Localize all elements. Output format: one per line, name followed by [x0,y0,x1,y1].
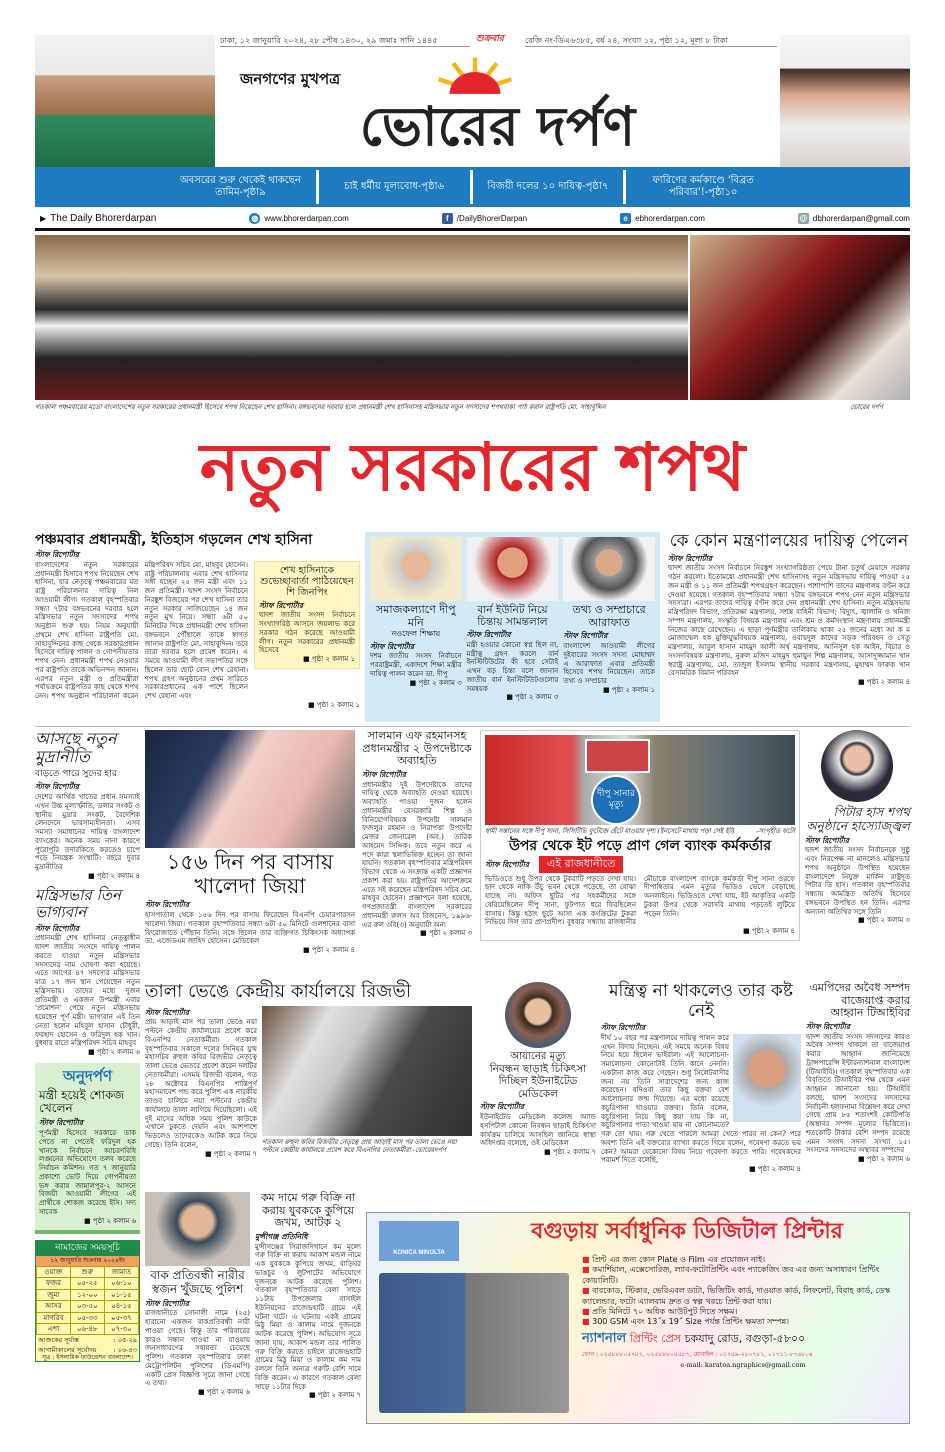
article-body: রাজধানীতে সোনালী নামে (২৫) হারানো একজন বাকপ্রতিবন্ধী নারী পাওয়া গেছে। কিন্তু তার পরিবারের কারও সন্ধান পাওয়া না যাওয়ায় জনসাধারণের সহায়তা চেয়েছে পুলিশ। গতকাল বৃহস্পতিবার ঢাকা মেট্রোপলিটন পুলিশের (ডিএমপি) একটি প্রেস বিজ্ঞপ্তি সূত্রে জানা গেছে এ তথ্য। [145,1309,250,1388]
byline: স্টাফ রিপোর্টার [480,1102,525,1112]
subheadline: নওফেল শিক্ষায় [391,629,441,639]
byline: স্টাফ রিপোর্টার [145,900,190,910]
brand-link[interactable] [40,213,156,224]
lead-photo-caption: গতকাল পঞ্চমবারের মতো বাংলাদেশের নতুন সরকারের প্রধানমন্ত্রী হিসেবে শপথ নিয়েছেন শেখ হাসিনা। বঙ্গভবনের দরবার হলে প্রধানমন্ত্রী শেখ হাসিনাসহ মন্ত্রিসভার নতুন সদস্যদের শপথবাক্য পাঠ করান রাষ্ট্রপতি মো. সাহাবুদ্দিন [35,403,606,411]
email-link[interactable] [798,213,910,224]
article-brick-death [480,730,800,941]
headline[interactable]: মন্ত্রিসভার তিন ভাগ্যবান [35,886,121,922]
ad-features [582,1255,904,1328]
printer-image [379,1273,569,1413]
anudarpan-logo: অনুদর্পণ [62,1067,113,1086]
headline[interactable]: তথ্য ও সম্প্রচারে আরাফাত [572,603,646,629]
main-headline: নতুন সরকারের শপথ [199,429,746,506]
woman-photo [145,1192,250,1266]
start-time: ০৬-৪৮ [70,1324,104,1335]
col-header: ওয়াক্ত [37,1267,71,1278]
globe-icon: ◍ [249,213,260,224]
jamat-time: ০৭-৩০ [104,1324,138,1335]
byline: স্টাফ রিপোর্টার [806,1021,851,1031]
jump-link[interactable]: ■ পৃষ্ঠা ২ কলাম ৬ [84,1216,136,1225]
website-label: www.bhorerdarpan.com [264,213,349,223]
newspaper-title: ভোরের দর্পণ [359,95,636,158]
prayer-row [37,1278,139,1289]
byline: স্টাফ রিপোর্টার [563,631,608,641]
article-body: দ্বাদশ জাতীয় সংসদ নির্বাচনকে সুষ্ঠু এবং নিরপেক্ষ না মানলেও মন্ত্রিসভার শপথ অনুষ্ঠানে উপস্থিত হয়েছেন বাংলাদেশে নিযুক্ত মার্কিন রাষ্ট্রদূত পিটার ডি হাস। গতকাল বৃহস্পতিবার সন্ধ্যায় আমন্ত্রিত অতিথি হিসেবে বঙ্গভবনে উপস্থিত হন তিনি। এরপর অন্যান্য অতিথির সঙ্গে তিনি [805,846,910,916]
dipu-moni-photo [370,537,462,601]
prayer-title: নামাজের সময়সূচি [36,1241,139,1257]
arafat-photo [563,537,655,601]
byline: স্টাফ রিপোর্টার [39,1118,84,1128]
article-cow [255,1192,361,1401]
sun-logo-icon [425,56,525,96]
start-time: ০৫-৩৩ [70,1312,104,1323]
prayer-date: ১২ জানুয়ারি শুক্রবার ২০২৪ইং [36,1256,139,1266]
byline: স্টাফ রিপোর্টার [466,630,511,640]
article-samanta-lal [467,537,559,702]
feature-item: ■ প্রিন্ট এর জন্য কোন Plate ও Film এর প্রয়োজন নাই। [582,1255,766,1264]
prayer-name: আসর [37,1301,71,1312]
inset-brick-photo [585,739,650,773]
article-salman [362,730,472,939]
article-body: দশম জাতীয় সংসদ নির্বাচনে পররাষ্ট্রমন্ত্রী, একাদশে শিক্ষা মন্ত্রীর দায়িত্ব পালন করেন ডা. দীপু [370,652,462,678]
jump-link[interactable]: ■ পৃষ্ঠা ২ কলাম ৩ [409,678,462,687]
jump-link[interactable]: ■ পৃষ্ঠা ২ কলাম ৪ [303,946,355,955]
cricketer-photo [35,35,215,167]
ad-title: বগুড়ায় সর্বাধুনিক ডিজিটাল প্রিন্টার [531,1219,843,1244]
byline: মুন্সীগঞ্জ প্রতিনিধি [255,1231,308,1241]
byline: স্টাফ রিপোর্টার [145,1298,190,1308]
article-lucky-three [35,887,140,1057]
brand-name: KONICA MINOLTA [393,1250,445,1256]
byline: স্টাফ রিপোর্টার [259,600,304,610]
links-bar [40,210,910,226]
sunrise-label: আগামীকালের সূর্যোদয় [38,1345,97,1354]
facebook-link[interactable] [442,213,527,224]
epaper-link[interactable] [620,213,705,224]
headline[interactable]: সমাজকল্যাণে দীপু মনি [376,603,456,629]
minister-photo [733,1034,801,1122]
company-address: চকযাদু রোড, বগুড়া-৫৮০০ [684,1331,806,1345]
article-body: বাংলাদেশ আওয়ামী লীগের দুইবারের সংসদ সদস্য মোহাম্মদ এ আরাফাত এবার প্রতিমন্ত্রী হিসেবে শপথ নিয়েছেন। তাকে তথ্য ও সম্প্রচার [563,642,655,686]
headline[interactable]: তালা ভেঙে কেন্দ্রীয় কার্যালয়ে রিজভী [145,981,411,1002]
jump-link[interactable]: ■ পৃষ্ঠা ২ কলাম ৪ [743,927,795,936]
dipu-sana-family-photo [485,735,795,825]
feature-item: ■ কমার্শিয়াল, এক্সেসোরিজ, ল্যাব-ফটোপ্রিন্টিং এবং প্যাকেজিং জব এর জন্য অসাধারণ প্রিন্টিং কোয়ালিটি। [582,1265,880,1285]
jump-link[interactable]: ■ পৃষ্ঠা ২ কলাম ৪ [858,678,910,687]
feature-item: ■ প্রতি মিনিটে ৭০ অধিক আউটপুট দিতে সক্ষম। [582,1306,738,1316]
article-body: দ্বাদশ জাতীয় সংসদ নির্বাচনে সংখ্যাগরিষ্ঠ আসনে জয়লাভ করে সরকার গঠন করেছে আওয়ামী লীগ। নতুন সরকারের প্রধানমন্ত্রী হিসেবে [259,611,355,655]
article-mute-woman [145,1192,250,1397]
epaper-label: ebhorerdarpan.com [635,213,705,223]
article-arafat [563,537,655,695]
peter-haas-photo [821,730,893,802]
prayer-row [37,1312,139,1323]
article-ministry-allocation [668,532,910,687]
dipu-sana-badge: দীপু সানার মৃত্যু [591,775,641,825]
registration-line: রেজি নং-ডিএ৬৩৮৫, বর্ষ ২৪, সংখ্যা ১২, পৃষ্ঠা ১২, মূল্য ৮ টাকা [525,36,777,47]
article-body: বাংলাদেশের নতুন সরকারের প্রধানমন্ত্রী হিসাবে শপথ নিয়েছেন শেখ হাসিনা, যার নেতৃত্বে পঞ্চমবারের মত রাষ্ট্র পরিচালনার দায়িত্ব নিল আওয়ামী লীগ। গতকাল বৃহস্পতিবার সন্ধ্যা ৭টার বঙ্গভবনের দরবার হলে মন্ত্রিসভার নতুন সদস্যদের শপথ অনুষ্ঠান শুরু হয়। নিয়ম অনুযায়ী প্রথমে শেখ হাসিনা রাষ্ট্রপতি মো. সাহাবুদ্দিনের কাছ থেকে সরকারপ্রধান হিসেবে দায়িত্ব পালন ও গোপনীয়তার শপথ নেন। প্রধানমন্ত্রী শপথ নেওয়ার পর রাষ্ট্রপতি তাকে অভিনন্দন জানান। এরপর নতুন মন্ত্রী ও প্রতিমন্ত্রীরা পর্যায়ক্রমে রাষ্ট্রপতির কাছ থেকে শপথ নেন। শপথ অনুষ্ঠান পরিচালনা করেন মন্ত্রিপরিষদ সচিব মো. মাহবুব হোসেন। রাষ্ট্র পরিচালনায় এবার শেখ হাসিনার সঙ্গী হচ্ছেন ২৫ জন মন্ত্রী এবং ১১ জন প্রতিমন্ত্রী। দ্বাদশ সংসদ নির্বাচনে নিরঙ্কুশ বিজয়ের পর শেখ হাসিনা তার নতুন সরকার সাজিয়েছেন ১৪ জন নতুন মুখ নিয়ে। সন্ধ্যা ৬টা ৫০ মিনিটের দিকে প্রধানমন্ত্রী শেখ হাসিনা বঙ্গভবনে পৌঁছালে তাকে স্বাগত জানান রাষ্ট্রপতি মো. সাহাবুদ্দিন। তবে তারা দরবার হলে প্রবেশ করেন। এ সময়ে আওয়ামী লীগ সভাপতির সঙ্গে ছিলেন তার ছোট বোন শেখ রেহানা। শপথ গ্রহণ অনুষ্ঠানের প্রথম সারিতে সরকারপ্রধানের এক পাশে ছিলেন শেখ রেহানা এবং [35,560,248,701]
email-icon: @ [799,213,808,223]
sunset-label: আজকের সূর্যাস্ত [38,1336,79,1345]
jump-link[interactable]: ■ পৃষ্ঠা ২ কলাম ৪ [749,1165,801,1174]
article-peter-haas [805,730,910,925]
jump-link[interactable]: ■ পৃষ্ঠা ২ কলাম ৩ [420,929,472,938]
prayer-name: এশা [37,1324,71,1335]
feature-item: ■ বারকোড, স্টিকার, ভেরিএবল ডাটা, ভিজিটিং কার্ড, দাওয়াত কার্ড, লিফলেট, বিবাহ কার্ড, ডেস্ক ক্যালেন্ডার, ফটো এ্যালবাম দ্রুত ও স্বল্প খরচে প্রিন্ট করা যায়। [582,1286,891,1306]
president-oath-photo [690,235,910,400]
sunset-time: : ০৫-২৯ [113,1336,137,1345]
weekday: শুক্রবার [476,34,504,44]
jump-link[interactable]: ■ পৃষ্ঠা ২ কলাম ৬ [198,1388,250,1397]
photo-credit: ভোরের দর্পণ [850,403,883,411]
article-tib [806,982,910,1164]
article-dipu-moni [370,537,462,688]
subheadline: নিবন্ধন ছাড়াই চিকিৎসা দিচ্ছিল ইউনাইটেড মেডিকেল [489,1062,587,1100]
jump-link[interactable]: ■ পৃষ্ঠা ২ কলাম ৪ [88,871,140,880]
start-time: ০৩-৫০ [70,1301,104,1312]
byline: স্টাফ রিপোর্টার [805,835,850,845]
ayan-photo [505,982,571,1048]
jump-link[interactable]: ■ পৃষ্ঠা ২ কলাম ৭ [309,1391,361,1400]
tagline: জনগণের মুখপত্র [240,70,341,88]
headline[interactable]: বার্ন ইউনিট নিয়ে চিন্তায় সামন্তলাল [477,604,548,629]
prayer-times-box [35,1240,140,1363]
headline[interactable]: আয়ানের মৃত্যু [510,1051,566,1062]
headline[interactable]: পিটার হাস শপথ অনুষ্ঠানে হাস্যোজ্জ্বল [806,805,910,833]
left-column [35,730,140,1362]
teaser-link[interactable]: অবসরের শুরু থেকেই থাকছেন তামিম-পৃষ্ঠা৯ [165,170,319,204]
jamat-time: ০৪-১৫ [104,1301,138,1312]
byline: স্টাফ রিপোর্টার [485,859,530,869]
byline: স্টাফ রিপোর্টার [362,769,407,779]
article-body: মন্ত্রী হওয়ার কোনো স্বপ্ন ছিল না, মন্ত্রীত্ব গ্রহণ করলে বার্ন ইনস্টিটিউটের কী হবে সেটাই এখন বড় চিন্তা বলে জানান জাতীয় বার্ন ইনস্টিটিউটগুলোর সমন্বয়ক [466,640,559,693]
teaser-link[interactable]: ফারিণের কর্মকাণ্ডে 'বিব্রত পরিবার'!-পৃষ্ঠা১০ [652,174,754,198]
jump-link[interactable]: ■ পৃষ্ঠা ২ কলাম ১ [308,700,360,709]
article-hasina [35,532,360,710]
ministers-box [365,532,660,722]
headline[interactable]: পঞ্চমবার প্রধানমন্ত্রী, ইতিহাস গড়লেন শেখ হাসিনা [35,532,313,548]
photo-credit: -সংগৃহীত ফটো [756,827,795,835]
actress-photo [780,35,910,167]
ad-email: e-mail: karatoa.ngraphics@gmail.com [680,1361,806,1370]
byline: স্টাফ রিপোর্টার [35,550,80,560]
konica-minolta-logo [379,1221,459,1261]
headline[interactable]: মন্ত্রী হয়েই শোকজ খেলেন [39,1087,125,1116]
article-body: প্রায় আড়াই মাস পর তালা ভেঙে নয়া পল্টনে কেন্দ্রীয় কার্যালয়ের প্রবেশ করে বিএনপির নেতাকর্মীরা। গতকাল বৃহস্পতিবার সকালে দলের সিনিয়র যুগ্ম মহাসচিব রুহুল কবির রিজভীর নেতৃত্বে তালা ভেঙে ভেতরে প্রবেশ করেন দলটির নেতাকর্মীরা। এসময় রিজভী বলেন, গত ২৮ অক্টোবর বিএনপির শান্তিপূর্ণ মহাসমাবেশ পন্ড করে পুলিশ এক নারকীয় তাণ্ডব চালিয়ে নয়া পল্টনের কেন্দ্রীয় কার্যালয়ে তালা লাগিয়ে দিয়েছিলো। এই দুই মাসের অধিক সময় পুলিশ কাউকে এখানে ঢুকতে দেয়নি এবং আশপাশে ভিড়লেও তাদেরকেও আটক করে নিয়ে গেছে। তিনি বলেন, [145,1018,258,1149]
epaper-icon: e [620,213,631,224]
jump-link[interactable]: ■ পৃষ্ঠা ২ কলাম ৬ [88,1048,140,1057]
article-ayan [480,982,596,1157]
anudarpan-box [35,1063,140,1233]
company-name: ন্যাশনাল [582,1330,627,1346]
facebook-label: /DailyBhorerDarpan [456,213,528,223]
email-label: dbhorerdarpan@gmail.com [812,213,910,223]
byline: স্টাফ রিপোর্টার [145,1007,190,1017]
khaleda-zia-photo [145,730,355,848]
article-body: প্রধানমন্ত্রীর দুই উপদেষ্টাকে তাদের দায়িত্ব থেকে অব্যাহতি দেওয়া হয়েছে। অব্যাহতি পাওয়া দুজন হলেন প্রধানমন্ত্রীর বেসরকারি শিল্প ও বিনিয়োগবিষয়ক উপদেষ্টা সালমান ফজলুর রহমান ও নিরাপত্তা উপদেষ্টা মেজর জেনারেল (অব.) তারিক আহমেদ সিদ্দিক। তবে নতুন করে এ পদে কারা স্থলাভিষিক্ত হচ্ছেন তা জানা যায়নি। গতকাল বৃহস্পতিবার মন্ত্রিপরিষদ বিভাগ থেকে এ সংক্রান্ত একটি প্রজ্ঞাপন প্রকাশ করা হয়। রাষ্ট্রপতির আদেশক্রমে এতে সই করেছেন মন্ত্রিপরিষদ সচিব মো. মাহবুব হোসেন। প্রজ্ঞাপনে বলা হয়েছে, গণপ্রজাতন্ত্রী বাংলাদেশ সরকারের প্রধানমন্ত্রী রুলস অব বিজনেস, ১৯৯৬-এর রুল ৩বি(৩) অনুযায়ী অন্য [362,780,472,929]
prayer-source: সূত্র : ইসলামিক ফাউন্ডেশন বাংলাদেশ। [42,1353,133,1361]
start-time: ১২-০০ [70,1289,104,1300]
ad-phone: ফোন : ০২৫৮৮৮০৫৭৮১, ০২৫৮৮৮০৫৫৮৭, মোবাইল : ০১৭৫৯-২৮০৭৮১, ০১৭১১-৮৭৬৮০৪ [582,1350,813,1358]
teaser-link[interactable]: চাই ধর্মীয় মূল্যবোধ-পৃষ্ঠা৬ [319,170,473,204]
masthead-rule [35,228,910,231]
article-rizvi [145,982,472,1159]
article-body: মুন্সীগঞ্জের সিরাজদিখানে কম মূল্যে গরু বিক্রি না করায় আকাশ মন্ডল নামে এক যুবককে কুপিয়ে জখম, বাড়িঘর ভাঙচুর ও লুটপাটের অভিযোগে দুজনকে আটক করেছে পুলিশ। গতকাল বৃহস্পতিবার বেলা সাড়ে ১১টায় উপজেলার বাসাইল ইউনিয়নের রাজেন্দ্রহাটি গ্রামে এই ঘটনা ঘটে। এ ঘটনায় একই গ্রামের মিঠু মিয়া ও কালাম নামে দুজনকে আটক করেছে পুলিশ। অভিযোগ সূত্রে জানা যায়, আকাশ মন্ডল তার পালিত গরু বিক্রি করতে চাইলে রাজেন্দ্রহাটি গ্রামের মিঠু মিয়া ও কালাম কম দাম বললে তিনি অন্যত্র গরুটি বেশি দামে বিক্রি করেন। এ কারণে গতকাল বেলা সাড়ে ১১টার দিকে [255,1242,361,1391]
headline[interactable]: শেখ হাসিনাকে শুভেচ্ছাবার্তা পাঠিয়েছেন শি জিনপিং [260,564,354,598]
article-monetary-policy [35,730,140,881]
printer-advertisement[interactable] [366,1212,910,1424]
prayer-row [37,1301,139,1312]
article-body: দ্বাদশ জাতীয় সংসদ নির্বাচনে নিরঙ্কুশ সংখ্যাগরিষ্ঠতা পেয়ে টানা চতুর্থ মেয়াদে সরকার গঠন করলো। ইতোমধ্যে প্রধানমন্ত্রী শেখ হাসিনাসহ নতুন মন্ত্রিসভায় দায়িত্ব পাওয়া ২৫ জন মন্ত্রী ও ১১ জন প্রতিমন্ত্রী শপথগ্রহণ করেছেন। পাশাপাশি তাদের মন্ত্রণালয় বণ্টন করে দেওয়া হয়েছে। গতকাল বৃহস্পতিবার সন্ধ্যা ৭টায় বঙ্গভবনে শপথ নেন নতুন মন্ত্রিসভার সদস্যরা। এরপর তাদের দায়িত্ব বণ্টন করে দেন প্রধানমন্ত্রী শেখ হাসিনা। নতুন মন্ত্রিসভায় মন্ত্রিপরিষদ বিভাগ, প্রতিরক্ষা মন্ত্রণালয়, সশস্ত্র বাহিনী বিভাগ; বিদ্যুৎ, জ্বালানি ও খনিজ সম্পদ মন্ত্রণালয়, সংস্কৃতি বিষয়ক মন্ত্রণালয় এবং শ্রম ও কর্মসংস্থান মন্ত্রণালয় প্রধানমন্ত্রী নিজের কাছে রেখেছেন। এ ছাড়া পূর্ণমন্ত্রীর তালিকায় থাকা ২৫ জনের মধ্যে আ ক ম মোজাম্মেল হক মুক্তিযুদ্ধবিষয়ক মন্ত্রণালয়, ওবায়দুল কাদের সড়ক পরিবহন ও সেতু মন্ত্রণালয়, আবুল হাসান মাহমুদ আলী অর্থ মন্ত্রণালয়, আনিসুল হক আইন, বিচার ও সংসদবিষয়ক মন্ত্রণালয়, নুরুল মজিদ মাহমুদ হুমায়ুন শিল্প মন্ত্রণালয়, আসাদুজ্জামান খান স্বরাষ্ট্র মন্ত্রণালয়, মো. তাজুল ইসলাম স্থানীয় সরকার মন্ত্রণালয়, মুহাম্মদ ফারুক খান বেসামরিক বিমান পরিবহন [668,564,910,678]
photo-caption: স্বামী সন্তানের সঙ্গে দীপু সানা, সিসিটিভি ফুটেজে হেঁটে যাওয়ার দৃশ্য (ইনসেটে মাথায় পড়া সেই ইট) [485,827,735,835]
headline[interactable]: মন্ত্রিত্ব না থাকলেও তার কষ্ট নেই [609,981,793,1021]
headline[interactable]: বাক প্রতিবন্ধী নারীর স্বজন খুঁজছে পুলিশ [150,1268,245,1296]
article-body: হাসপাতাল থেকে ১৫৬ দিন পর বাসায় ফিরেছেন বিএনপি চেয়ারপারসন খালেদা জিয়া। গতকাল বৃহস্পতিবার সন্ধ্যা ৬টা ৫০ মিনিটে গুলশানের বাসা ফিরোজাতে পৌঁছান তিনি। সঙ্গে ছিলেন তার ব্যক্তিগত চিকিৎসক অধ্যাপক ডা. এজেডএম জাহিদ হোসেন। মেডিকেল [145,911,355,946]
photo-caption: গতকাল রুহুল কবির রিজভীর নেতৃত্বে প্রায় আড়াই মাস পর তালা ভেঙে নয়া পল্টনে কেন্দ্রীয় কার্যালয়ে প্রবেশ করে বিএনপির নেতাকর্মীরা -ভোরেরদর্পণ [262,1137,457,1154]
samanta-lal-photo [467,537,559,601]
article-body: প্রধানমন্ত্রী শেখ হাসিনার নেতৃত্বাধীন দ্বাদশ জাতীয় সংসদে দায়িত্ব পালন করতে যাওয়া নতুন মন্ত্রিসভার সদস্যদের নাম ঘোষণা করা হয়েছে। এতে আগের ৪৭ সদস্যের মন্ত্রিসভার মাত্র ১৭ জন স্থান পেয়েছেন নতুন মন্ত্রিসভায়। তাদের মধ্যে দুজন প্রতিমন্ত্রী ও একজন উপমন্ত্রী এবার 'প্রমোশন' পেয়ে নতুন মন্ত্রিসভায় হয়েছেন পূর্ণ মন্ত্রী। ভাগ্যবান এই তিন নেতা হলেন মহিবুল হাসান চৌধুরী, ফরহাদ হোসেন ও ফরিদুল হক খান। বুধবার রাতে মন্ত্রিপরিষদ সচিব মাহবুব [35,934,140,1048]
article-body: ইউনাইটেড মেডিকেল কলেজ অ্যান্ড হসপিটাল কোনো নিবন্ধন ছাড়াই চিকিৎসা কার্যক্রম চালিয়ে আসছিল জানিয়ে স্বাস্থ্য অধিদপ্তর বলেছে, ওই মেডিকেল [480,1113,596,1148]
article-khaleda [145,730,355,955]
headline[interactable]: এমপিদের অবৈধ সম্পদ বাজেয়াপ্ত করার আহ্বান টিআইবির [809,981,910,1020]
teaser-link[interactable]: বিজয়ী দলের ১০ দায়িত্ব-পৃষ্ঠা৭ [473,170,627,204]
play-icon: ▶ [40,213,47,223]
prayer-row [37,1289,139,1300]
facebook-icon: f [442,213,453,224]
jamat-time: ০১-১৫ [104,1289,138,1300]
col-header: জামাত [104,1267,138,1278]
feature-item: ■ 300 GSM এবং 13˝x 19˝ Size পর্যন্ত প্রিন্টিং ক্ষমতা সম্পন্ন। [582,1317,790,1327]
website-link[interactable] [249,213,348,224]
jamat-time: ০৫-৩৭ [104,1312,138,1323]
headline[interactable]: সালমান এফ রহমানসহ প্রধানমন্ত্রীর ২ উপদেষ্টাকে অব্যাহতি [362,729,472,768]
headline[interactable]: ১৫৬ দিন পর বাসায় খালেদা জিয়া [166,850,334,899]
prayer-row [37,1324,139,1335]
jump-link[interactable]: ■ পৃষ্ঠা ২ কলাম ১ [603,685,655,694]
date-line: ঢাকা, ১২ জানুয়ারি ২০২৪, ২৮ পৌষ ১৪৩০, ২৯ জমাঃ সানি ১৪৪৫ [220,36,470,47]
sunrise-time: : ০৬-৪৩ [113,1345,137,1354]
headline[interactable]: উপর থেকে ইট পড়ে প্রাণ গেল ব্যাংক কর্মকর্তার [508,838,772,855]
jump-link[interactable]: ■ পৃষ্ঠা ২ কলাম ৭ [544,1148,596,1157]
byline: স্টাফ রিপোর্টার [601,1023,646,1033]
start-time: ০৫-২৫ [70,1278,104,1289]
oath-ceremony-photo [35,235,688,400]
col-header: শুরু [70,1267,104,1278]
headline[interactable]: কম দামে গরু বিক্রি না করায় যুবককে কুপিয়ে জখম, আটক ২ [260,1191,356,1230]
prayer-table [36,1266,139,1335]
article-mantritto [601,982,801,1174]
prayer-name: মাগরিব [37,1312,71,1323]
article-body: দ্বাদশ জাতীয় সংসদ সদস্যদের কারও অবৈধ সম্পদ থাকলে তা বাজেয়াপ্ত করার আহ্বান জানিয়েছে ট্রান্সপারেন্সি ইন্টারন্যাশনাল বাংলাদেশ (টিআইবি)। গতকাল বৃহস্পতিবার এক বিবৃতিতে টিআইবির পক্ষ থেকে এমন আহ্বান জানানো হয়। টিআইবি বলছে, দ্বাদশ সংসদের সদস্যদের নির্বাচনী হলফনামা বিশ্লেষণ করে দেখা গেছে প্রায় ৮৫ শতাংশই কোটিপতি (অস্থাবর সম্পদ মূল্যের ভিত্তিতে)। শতকোটি টাকার বেশি সম্পদ রয়েছে এমন সংসদ সদস্য সংখ্যা ১৫। সংসদের সদস্যদের অস্থাবর সম্পদের [806,1032,910,1155]
location-tag: এই রাজধানীতে [539,856,623,872]
jump-link[interactable]: ■ পৃষ্ঠা ২ কলাম ১ [303,655,355,664]
article-body: দীর্ঘ ১০ বছর পর মন্ত্রণালয়ে দায়িত্ব পালন করে এখন বিদায় নিচ্ছেন। এই সময়ে অনেক বিষয় নিয়ে হয়ে ছিলেন ভাইরাল। এই আলোচনা-সমালোচনা কোনোটাই তিনি কানে নেননি। একটানা কাজ করে গেছেন। শুধু সিলেটবাসীর জন্য নয় তিনি সারাদেশের জন্য কাজ করেছেন। যদিওবা তার কিছু বক্তব্য বেশ আলোচনার জন্ম দিয়েছে। এর মধ্যে রয়েছে কচুরিপানা খাওয়ার বক্তব্য। তিনি বলেন, কচুরিপানা নিয়ে কিছু করা যায় কি না, কচুরিপানার পাতা খাওয়া যায় না কোনোমতে? গরু তো খায়। গরু খেতে পারলে আমরা খেতে পারব না কেন? পরে অবশ্য তিনি এই বক্তব্যের ব্যাখ্যা করতে গিয়ে বলেন, গবেষণা করতে ভয় কেন? আমরা যেকোনো বিষয় নিয়ে গবেষণা করতে পারি। গবেষকদের পরামর্শ দিতে বলেছি, [601,1033,801,1165]
article-body: পূর্ণমন্ত্রী হিসেবে সরকারে ডাক পেতে না পেতেই ফরিদুল হক খানকে নির্বাচনে আচরণবিধি লঙ্ঘনের অভিযোগে তলব করেছে নির্বাচন কমিশন। গত ৭ জানুয়ারি প্রকাশ্যে ভোট দিয়ে গোপনীয়তা ভঙ্গ করায় জামালপুর-২ আসনে বিজয়ী আওয়ামী লীগের এই প্রার্থীকে শোকজ করেছে ইসি। সদ্য সাবেক [39,1129,136,1216]
company-line [582,1331,904,1348]
jump-link[interactable]: ■ পৃষ্ঠা ২ কলাম ৭ [205,1149,257,1158]
jamat-time: ০৬-১০ [104,1278,138,1289]
company-type: প্রিন্টিং প্রেস [629,1331,682,1345]
teaser-band [35,167,910,207]
prayer-name: জুমা [37,1289,71,1300]
headline[interactable]: আসছে নতুন মুদ্রানীতি [35,729,117,767]
subheadline: বাড়তে পারে সুদের হার [35,768,117,779]
byline: স্টাফ রিপোর্টার [35,782,80,792]
jump-link[interactable]: ■ পৃষ্ঠা ২ কলাম ৩ [858,916,910,925]
byline: স্টাফ রিপোর্টার [668,553,713,563]
prayer-name: ফজর [37,1278,71,1289]
byline: স্টাফ রিপোর্টার [35,923,80,933]
jump-link[interactable]: ■ পৃষ্ঠা ২ কলাম ৬ [858,1155,910,1164]
ad-details [582,1255,904,1370]
article-body: ভিডিওতে শুধু উপর থেকে টুকরাটি পড়তে দেখা যায়। ছাদ থেকে নাকি উঁচু ভবন থেকে পড়েছে, তা বোঝা যাচ্ছে না। অফিস ছুটির পর সহকর্মীদের সঙ্গে বেরিয়েছিলেন দীপু সানা, ফুটপাত ধরে ফিরছিলেন বাসায়। কিন্তু হঠাৎ ছুটে আসা এক কংক্রিটের টুকরা নিভিয়ে দিল তার প্রাণপ্রদীপ। বুধবার সন্ধ্যায় রাজধানীর মৌচাকে বাংলাদেশ ব্যাংকে কর্মকর্তা দীপু সানা ওরফে দীপাম্বিতার এমন মৃত্যুর ভিডিও ভেসে বেড়াচ্ছে অনলাইনে। ভিডিওতে দেখা যায়, ইট আকৃতির একটি টুকরা উপর থেকে সরাসরি মাথায় পড়তেই লুটিয়ে পড়েন তিনি। [485,874,795,927]
brand-label: The Daily Bhorerdarpan [50,212,157,224]
jump-link[interactable]: ■ পৃষ্ঠা ২ কলাম ৩ [506,693,559,702]
divider [35,726,910,727]
article-xi-jinping [254,561,360,669]
article-body: দেশের আর্থিক খাতের প্রধান সমস্যাই এখন উচ্চ মূল্যস্ফীতি, ডলার সংকট ও স্থানীয় মুদ্রার সংকট, বৈদেশিক লেনদেনে ভারসাম্যহীনতা। এসব সমস্যা সমাধানের দায়িত্ব বাংলাদেশ ব্যাংকের। অনেক সময় নানা কারণে পুরোপুরি তদারকিতে করতেও চাপে পড়ে নিয়ন্ত্রক সংস্থাটি। বছরে দুবার মুদ্রানীতির [35,793,140,872]
rizvi-lock-photo [262,1006,472,1136]
headline[interactable]: কে কোন মন্ত্রণালয়ের দায়িত্ব পেলেন [669,531,909,551]
byline: স্টাফ রিপোর্টার [370,641,415,651]
